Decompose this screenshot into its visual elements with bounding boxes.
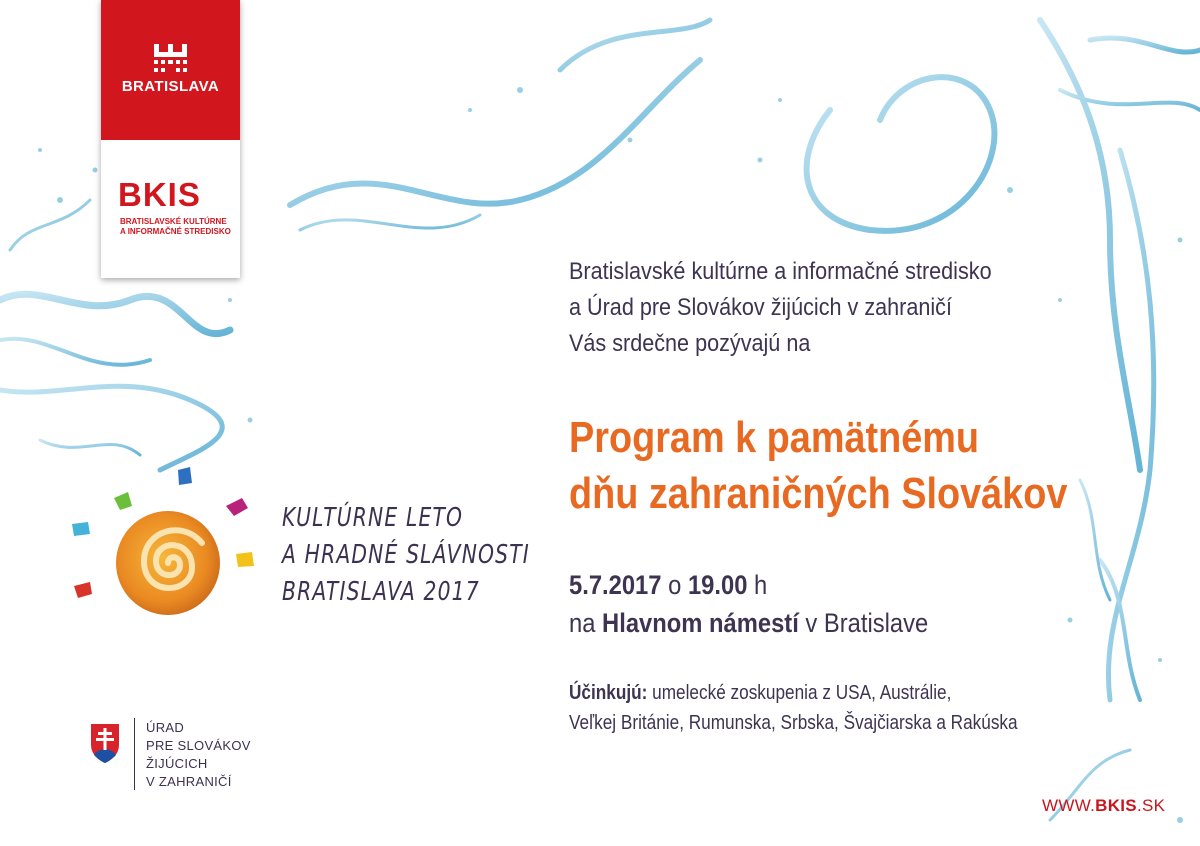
event-time: 19.00 (687, 570, 748, 600)
festival-line2: A HRADNÉ SLÁVNOSTI (282, 540, 530, 570)
headline-line2: dňu zahraničných Slovákov (569, 469, 1068, 518)
performers (569, 678, 1018, 738)
event-datetime (569, 566, 928, 604)
event-place-prefix: na (569, 608, 596, 638)
event-hour-word: h (754, 570, 768, 600)
urad-line2: PRE SLOVÁKOV (146, 738, 251, 753)
headline-line1: Program k pamätnému (569, 413, 980, 462)
bkis-full-name (120, 217, 231, 237)
invitation-intro (569, 254, 992, 362)
bkis-full-name-line1: BRATISLAVSKÉ KULTÚRNE (120, 217, 227, 226)
event-when-where (569, 566, 928, 642)
urad-logo-text (146, 719, 251, 791)
event-at-word: o (668, 570, 682, 600)
intro-line2: a Úrad pre Slovákov žijúcich v zahraničí (569, 294, 952, 321)
intro-line1: Bratislavské kultúrne a informačné stredisko (569, 258, 992, 285)
event-date: 5.7.2017 (569, 570, 662, 600)
bkis-logo-tag (101, 0, 240, 278)
bratislava-wordmark: BRATISLAVA (121, 78, 220, 95)
slovak-crest-icon (88, 721, 122, 765)
urad-divider (134, 718, 135, 790)
web-brand: BKIS (1095, 796, 1137, 815)
sun-spiral-icon (66, 466, 281, 631)
event-headline (569, 410, 1067, 522)
urad-line1: ÚRAD (146, 720, 185, 735)
bkis-wordmark: BKIS (118, 176, 201, 213)
performers-label: Účinkujú: (569, 682, 648, 704)
web-suffix: .SK (1136, 796, 1166, 815)
castle-icon (154, 44, 187, 74)
festival-name (282, 500, 530, 611)
event-place-suffix: v Bratislave (805, 608, 929, 638)
urad-line4: V ZAHRANIČÍ (146, 774, 232, 789)
performers-line2: Veľkej Británie, Rumunska, Srbska, Švajčiarska a Rakúska (569, 712, 1018, 734)
festival-line3: BRATISLAVA 2017 (282, 577, 480, 607)
urad-line3: ŽIJÚCICH (146, 756, 208, 771)
event-place: Hlavnom námestí (602, 608, 799, 638)
festival-line1: KULTÚRNE LETO (282, 503, 464, 533)
website-url[interactable] (1042, 796, 1165, 816)
event-place-line (569, 604, 928, 642)
performers-line1 (569, 678, 1018, 708)
performers-text1: umelecké zoskupenia z USA, Austrálie, (652, 682, 952, 704)
web-prefix: WWW. (1042, 796, 1096, 815)
bkis-full-name-line2: A INFORMAČNÉ STREDISKO (120, 227, 231, 236)
intro-line3: Vás srdečne pozývajú na (569, 330, 811, 357)
